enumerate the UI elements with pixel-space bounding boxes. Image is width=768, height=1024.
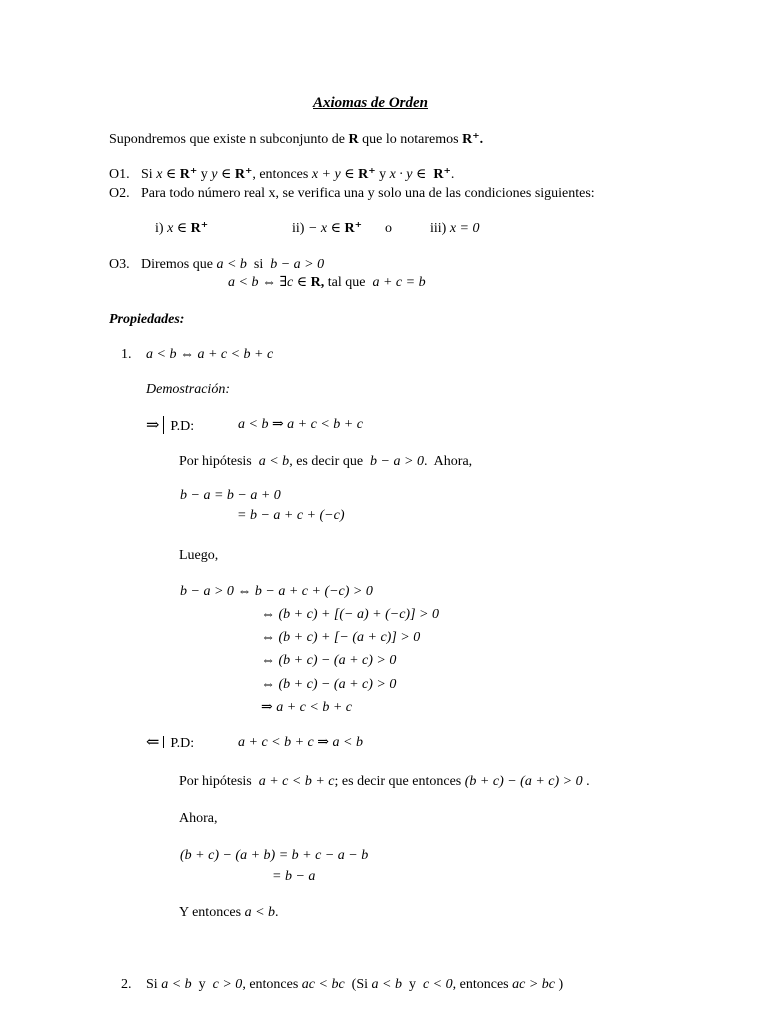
p1-chain-3: ⇔ (b + c) + [− (a + c)] > 0 <box>261 630 421 645</box>
p1-hyp1-m2: b − a > 0 <box>370 454 424 469</box>
p1-chain-2: ⇔ (b + c) + [(− a) + (−c)] > 0 <box>261 607 439 622</box>
o2-i-label: i) <box>155 221 164 236</box>
o2-ii-R: R⁺ <box>344 221 362 236</box>
p1-pd2: P.D: <box>170 736 195 751</box>
o2-label: O2. <box>109 186 130 201</box>
intro-line <box>109 131 483 149</box>
o1-xy-sum: x + y ∈ <box>311 167 355 182</box>
o1-y2: y <box>379 167 387 182</box>
o2-ii <box>292 220 362 238</box>
page-title: Axiomas de Orden <box>313 95 429 111</box>
p1-e2: = b − a <box>272 869 316 884</box>
o2-iii-label: iii) <box>430 221 447 236</box>
p1-hyp1-m1: a < b <box>258 454 290 469</box>
p1-hyp2-pre: Por hipótesis <box>179 774 252 789</box>
o1-R2: R⁺ <box>234 167 253 182</box>
p1-chain-1: b − a > 0 ⇔ b − a + c + (−c) > 0 <box>180 584 373 599</box>
p1-chain-5: ⇔ (b + c) − (a + c) > 0 <box>261 677 397 692</box>
p1-hyp1-end: . Ahora, <box>423 454 473 469</box>
o2-iii-math: x = 0 <box>449 221 480 236</box>
intro-R: R <box>348 132 359 147</box>
p1-ahora: Ahora, <box>179 811 218 826</box>
p1-hyp1 <box>179 453 472 471</box>
p2-number: 2. <box>121 977 132 992</box>
p2-statement <box>146 976 563 994</box>
p1-conclusion <box>179 904 279 922</box>
intro-Rplus: R⁺. <box>462 132 484 147</box>
p1-pd2-math: a + c < b + c ⇒ a < b <box>238 735 363 750</box>
divider-bar <box>163 736 164 748</box>
p1-eq2: = b − a + c + (−c) <box>237 508 345 523</box>
o3-label: O3. <box>109 257 130 272</box>
o3-text: Diremos que <box>141 257 213 272</box>
o3-m2: b − a > 0 <box>270 257 325 272</box>
p1-hyp2 <box>179 773 590 791</box>
p1-forward <box>146 416 194 436</box>
o3-line <box>141 256 324 274</box>
p2-m5: c < 0 <box>422 977 453 992</box>
p1-hyp1-mid: , es decir que <box>289 454 364 469</box>
p1-hyp2-m1: a + c < b + c <box>258 774 335 789</box>
o1-end: . <box>450 167 455 182</box>
o3-line2-math: a < b ⇔ ∃c ∈ <box>228 275 308 290</box>
o2-iii <box>430 220 480 238</box>
p2-y2: y <box>408 977 416 992</box>
o2-text: Para todo número real x, se verifica una y solo una de las condiciones siguientes: <box>141 186 595 201</box>
p2-m2: c > 0 <box>212 977 243 992</box>
p1-hyp2-mid: ; es decir que entonces <box>334 774 462 789</box>
p1-statement: a < b ⇔ a + c < b + c <box>146 347 274 362</box>
p2-ent2: , entonces <box>452 977 509 992</box>
o1-xy-prod: x · y ∈ <box>389 167 427 182</box>
o1-R1: R⁺ <box>179 167 198 182</box>
p2-paren-end: ) <box>558 977 564 992</box>
p2-m1: a < b <box>161 977 192 992</box>
o3-line2-R: R, <box>310 275 325 290</box>
implies-arrow-icon: ⇒ <box>146 417 160 434</box>
intro-pre: Supondremos que existe n subconjunto de <box>109 132 349 147</box>
p2-ent: , entonces <box>242 977 299 992</box>
p1-conc-m: a < b <box>244 905 276 920</box>
o1-si: Si <box>141 167 153 182</box>
o1-y1: y <box>200 167 208 182</box>
o3-si: si <box>253 257 264 272</box>
o1-line <box>141 166 454 184</box>
p1-number: 1. <box>121 347 132 362</box>
p1-chain-4: ⇔ (b + c) − (a + c) > 0 <box>261 653 397 668</box>
p2-paren-pre: (Si <box>351 977 369 992</box>
p1-chain-6: ⇒ a + c < b + c <box>261 700 352 715</box>
p2-si: Si <box>146 977 158 992</box>
p1-e1: (b + c) − (a + b) = b + c − a − b <box>180 848 369 863</box>
implied-by-arrow-icon: ⇐ <box>146 734 160 751</box>
o1-y-in: y ∈ <box>211 167 232 182</box>
p2-m6: ac > bc <box>512 977 555 992</box>
p1-luego: Luego, <box>179 548 219 563</box>
p2-m4: a < b <box>371 977 402 992</box>
o3-m1: a < b <box>216 257 247 272</box>
propiedades-heading: Propiedades: <box>109 312 185 327</box>
o1-entonces: , entonces <box>252 167 309 182</box>
o1-R3: R⁺ <box>358 167 376 182</box>
o3-line2-math2: a + c = b <box>372 275 426 290</box>
p1-pd1: P.D: <box>170 419 195 434</box>
o2-ii-label: ii) <box>292 221 305 236</box>
o1-R4: R⁺ <box>433 167 451 182</box>
p1-conc-end: . <box>275 905 279 920</box>
p1-pd1-math: a < b ⇒ a + c < b + c <box>238 417 363 432</box>
o2-i <box>155 220 208 238</box>
p1-demo: Demostración: <box>146 382 230 397</box>
o1-x-in: x ∈ <box>156 167 177 182</box>
o2-o: o <box>385 221 392 236</box>
p1-hyp2-m2: (b + c) − (a + c) > 0 <box>464 774 583 789</box>
p1-hyp1-pre: Por hipótesis <box>179 454 252 469</box>
divider-bar <box>163 416 164 434</box>
o3-line2-text: tal que <box>327 275 366 290</box>
p1-hyp2-end: . <box>586 774 590 789</box>
p1-conc-pre: Y entonces <box>179 905 242 920</box>
p1-backward <box>146 734 194 753</box>
p2-m3: ac < bc <box>301 977 345 992</box>
intro-mid: que lo notaremos <box>358 132 463 147</box>
p2-y1: y <box>198 977 206 992</box>
o1-label: O1. <box>109 167 130 182</box>
p1-eq1: b − a = b − a + 0 <box>180 488 281 503</box>
o2-ii-math: − x ∈ <box>307 221 341 236</box>
o3-line2 <box>228 274 426 292</box>
o2-i-math: x ∈ <box>167 221 188 236</box>
o2-i-R: R⁺ <box>190 221 209 236</box>
